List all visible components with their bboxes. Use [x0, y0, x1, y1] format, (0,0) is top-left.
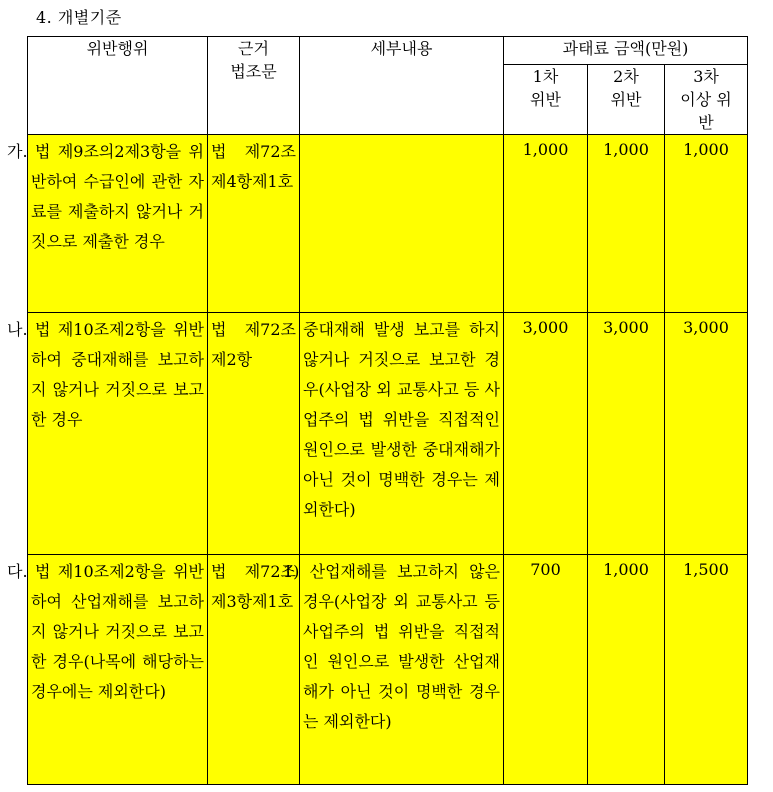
second-violation-amount: 1,000 [588, 135, 665, 313]
header-row-top [28, 37, 748, 65]
detail-text: 중대재해 발생 보고를 하지 않거나 거짓으로 보고한 경우(사업장 외 교통사고 등 사업주의 법 위반을 직접적인 원인으로 발생한 중대재해가 아닌 것이 명백한 경우는 제외한다) [303, 320, 500, 519]
third-violation-amount: 1,500 [665, 555, 748, 785]
third-violation-amount: 3,000 [665, 313, 748, 555]
header-first-line1: 1차 [532, 67, 559, 86]
header-violation: 위반행위 [28, 37, 208, 135]
header-third-line3: 반 [698, 113, 714, 132]
header-basis [208, 37, 300, 135]
header-second-line1: 2차 [613, 67, 639, 86]
first-violation-amount: 700 [504, 555, 588, 785]
detail-cell [300, 135, 504, 313]
detail-text: 1) 산업재해를 보고하지 않은 경우(사업장 외 교통사고 등 사업주의 법 위반을 직접적인 원인으로 발생한 산업재해가 아닌 것이 명백한 경우는 제외한다) [283, 562, 500, 731]
second-violation-amount: 1,000 [588, 555, 665, 785]
detail-text [300, 135, 503, 137]
violation-text: 가. 법 제9조의2제3항을 위반하여 수급인에 관한 자료를 제출하지 않거나 거짓으로 제출한 경우 [7, 142, 204, 251]
first-violation-amount: 3,000 [504, 313, 588, 555]
header-basis-line1: 근거 [238, 39, 269, 58]
header-third-violation [665, 65, 748, 135]
basis-text: 법 제72조제3항제1호 [211, 562, 296, 611]
detail-cell [300, 313, 504, 555]
header-third-line1: 3차 [693, 67, 719, 86]
violation-text: 다. 법 제10조제2항을 위반하여 산업재해를 보고하지 않거나 거짓으로 보고한 경우(나목에 해당하는 경우에는 제외한다) [7, 562, 204, 701]
header-third-line2: 이상 위 [680, 90, 732, 109]
violation-cell [7, 313, 208, 555]
violation-cell [7, 555, 208, 785]
header-second-violation [588, 65, 665, 135]
first-violation-amount: 1,000 [504, 135, 588, 313]
detail-cell [283, 555, 504, 785]
header-amount-group: 과태료 금액(만원) [504, 37, 748, 65]
header-first-line2: 위반 [530, 90, 561, 109]
header-first-violation [504, 65, 588, 135]
table-row [28, 135, 748, 313]
fine-schedule-table [7, 36, 748, 785]
basis-cell [208, 313, 300, 555]
header-detail: 세부내용 [300, 37, 504, 135]
violation-text: 나. 법 제10조제2항을 위반하여 중대재해를 보고하지 않거나 거짓으로 보고한 경우 [7, 320, 204, 429]
second-violation-amount: 3,000 [588, 313, 665, 555]
basis-text: 법 제72조제2항 [211, 320, 296, 369]
third-violation-amount: 1,000 [665, 135, 748, 313]
header-second-line2: 위반 [610, 90, 642, 109]
table-row [28, 313, 748, 555]
basis-cell [208, 135, 300, 313]
basis-text: 법 제72조제4항제1호 [211, 142, 296, 191]
basis-cell [208, 555, 300, 785]
header-basis-line2: 법조문 [230, 62, 277, 81]
table-row [28, 555, 748, 785]
section-heading: 4. 개별기준 [36, 8, 122, 27]
violation-cell [7, 135, 208, 313]
